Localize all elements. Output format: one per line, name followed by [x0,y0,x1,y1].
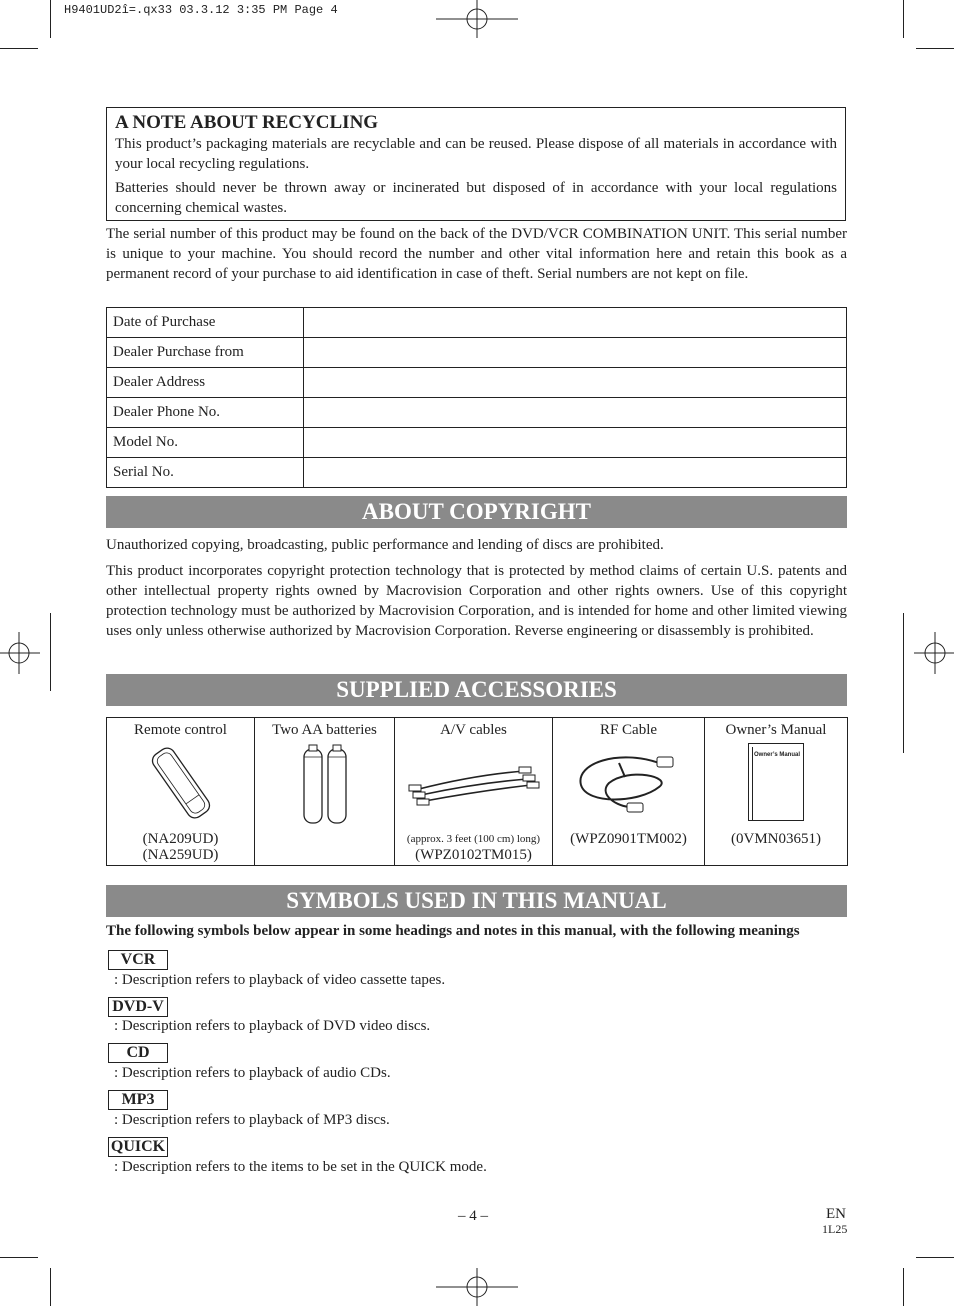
symbol-tag-cd: CD [108,1043,168,1063]
accessory-label: Two AA batteries [272,722,377,738]
accessory-cell-remote [107,718,255,866]
av-cables-icon [399,743,549,823]
record-value [304,458,847,488]
symbol-tag-mp3: MP3 [108,1090,168,1110]
accessory-cell-batteries [255,718,395,866]
crop-mark [916,48,954,49]
crop-mark [0,48,38,49]
accessory-cell-rf-cable [553,718,705,866]
record-label: Date of Purchase [107,308,304,338]
symbol-tag-quick: QUICK [108,1137,168,1157]
rf-cable-icon [569,743,689,823]
table-row [107,428,847,458]
crop-mark [0,1257,38,1258]
symbols-heading: SYMBOLS USED IN THIS MANUAL [106,885,847,917]
accessory-code: (NA259UD) [142,847,219,863]
symbol-description: : Description refers to the items to be set in the QUICK mode. [114,1159,487,1175]
table-row [107,368,847,398]
record-label: Dealer Purchase from [107,338,304,368]
remote-control-icon [136,743,226,823]
batteries-icon [295,743,355,827]
record-label: Model No. [107,428,304,458]
record-label: Dealer Address [107,368,304,398]
crop-mark [50,1268,51,1306]
record-label: Dealer Phone No. [107,398,304,428]
registration-mark-icon [0,632,40,674]
accessory-cell-av-cables [395,718,553,866]
accessory-note: (approx. 3 feet (100 cm) long) [406,833,541,845]
crop-mark [50,613,51,691]
page-number: – 4 – [458,1208,488,1224]
language-code: EN [826,1206,846,1222]
symbol-description: : Description refers to playback of video cassette tapes. [114,972,446,988]
print-slug: H9401UD2î=.qx33 03.3.12 3:35 PM Page 4 [64,3,338,17]
document-code: 1L25 [822,1222,848,1236]
table-row [107,458,847,488]
record-value [304,338,847,368]
recycling-para-batteries: Batteries should never be thrown away or incinerated but disposed of in accordance with your local regulations concerning chemical wastes. [115,180,837,216]
record-value [304,368,847,398]
record-value [304,398,847,428]
accessory-code: (0VMN03651) [731,831,821,847]
symbol-tag-vcr: VCR [108,950,168,970]
recycling-title: A NOTE ABOUT RECYCLING [115,112,379,133]
crop-mark [903,1268,904,1306]
registration-mark-icon [436,1268,518,1306]
symbol-tag-dvd-v: DVD-V [108,997,168,1017]
crop-mark [903,613,904,753]
accessory-code: (WPZ0901TM002) [570,831,687,847]
accessory-label: RF Cable [599,722,658,738]
accessory-code: (WPZ0102TM015) [415,847,532,863]
table-row [107,718,848,866]
record-value [304,308,847,338]
recycling-note-box [106,107,846,221]
record-value [304,428,847,458]
manual-icon [748,743,804,821]
recycling-para-packaging: This product’s packaging materials are recyclable and can be reused. Please dispose of all materials in accordance with your local recycling regulations. [115,136,837,172]
serial-number-paragraph: The serial number of this product may be found on the back of the DVD/VCR COMBINATION UNIT. This serial number is unique to your machine. You should record the number and other vital information here and retain this book as a permanent record of your purchase to aid identification in case of theft. Serial numbers are not kept on file. [106,226,847,282]
table-row [107,338,847,368]
registration-mark-icon [914,632,954,674]
copyright-para-macrovision: This product incorporates copyright protection technology that is protected by method claims of certain U.S. patents and other intellectual property rights owned by Macrovision Corporation and other rights owners. Use of this copyright protection technology must be authorized by Macrovision Corporation, and is intended for home and other limited viewing uses only unless otherwise authorized by Macrovision Corporation. Reverse engineering or disassembly is prohibited. [106,563,847,639]
symbol-description: : Description refers to playback of MP3 discs. [114,1112,390,1128]
crop-mark [916,1257,954,1258]
symbols-intro: The following symbols below appear in some headings and notes in this manual, with the following meanings [106,923,800,939]
symbol-description: : Description refers to playback of audio CDs. [114,1065,391,1081]
accessories-table [106,717,848,866]
symbol-description: : Description refers to playback of DVD video discs. [114,1018,431,1034]
accessory-label: Owner’s Manual [725,722,827,738]
copyright-heading: ABOUT COPYRIGHT [106,496,847,528]
table-row [107,398,847,428]
record-label: Serial No. [107,458,304,488]
crop-mark [50,0,51,38]
accessory-code: (NA209UD) [142,831,219,847]
accessories-heading: SUPPLIED ACCESSORIES [106,674,847,706]
accessory-label: Remote control [134,722,227,738]
booklet-cover-text: Owner’s Manual [753,752,800,758]
accessory-cell-manual [705,718,848,866]
registration-mark-icon [436,0,518,38]
table-row [107,308,847,338]
purchase-record-table [106,307,847,488]
crop-mark [903,0,904,38]
accessory-label: A/V cables [440,722,507,738]
copyright-para-prohibited: Unauthorized copying, broadcasting, public performance and lending of discs are prohibited. [106,537,664,553]
